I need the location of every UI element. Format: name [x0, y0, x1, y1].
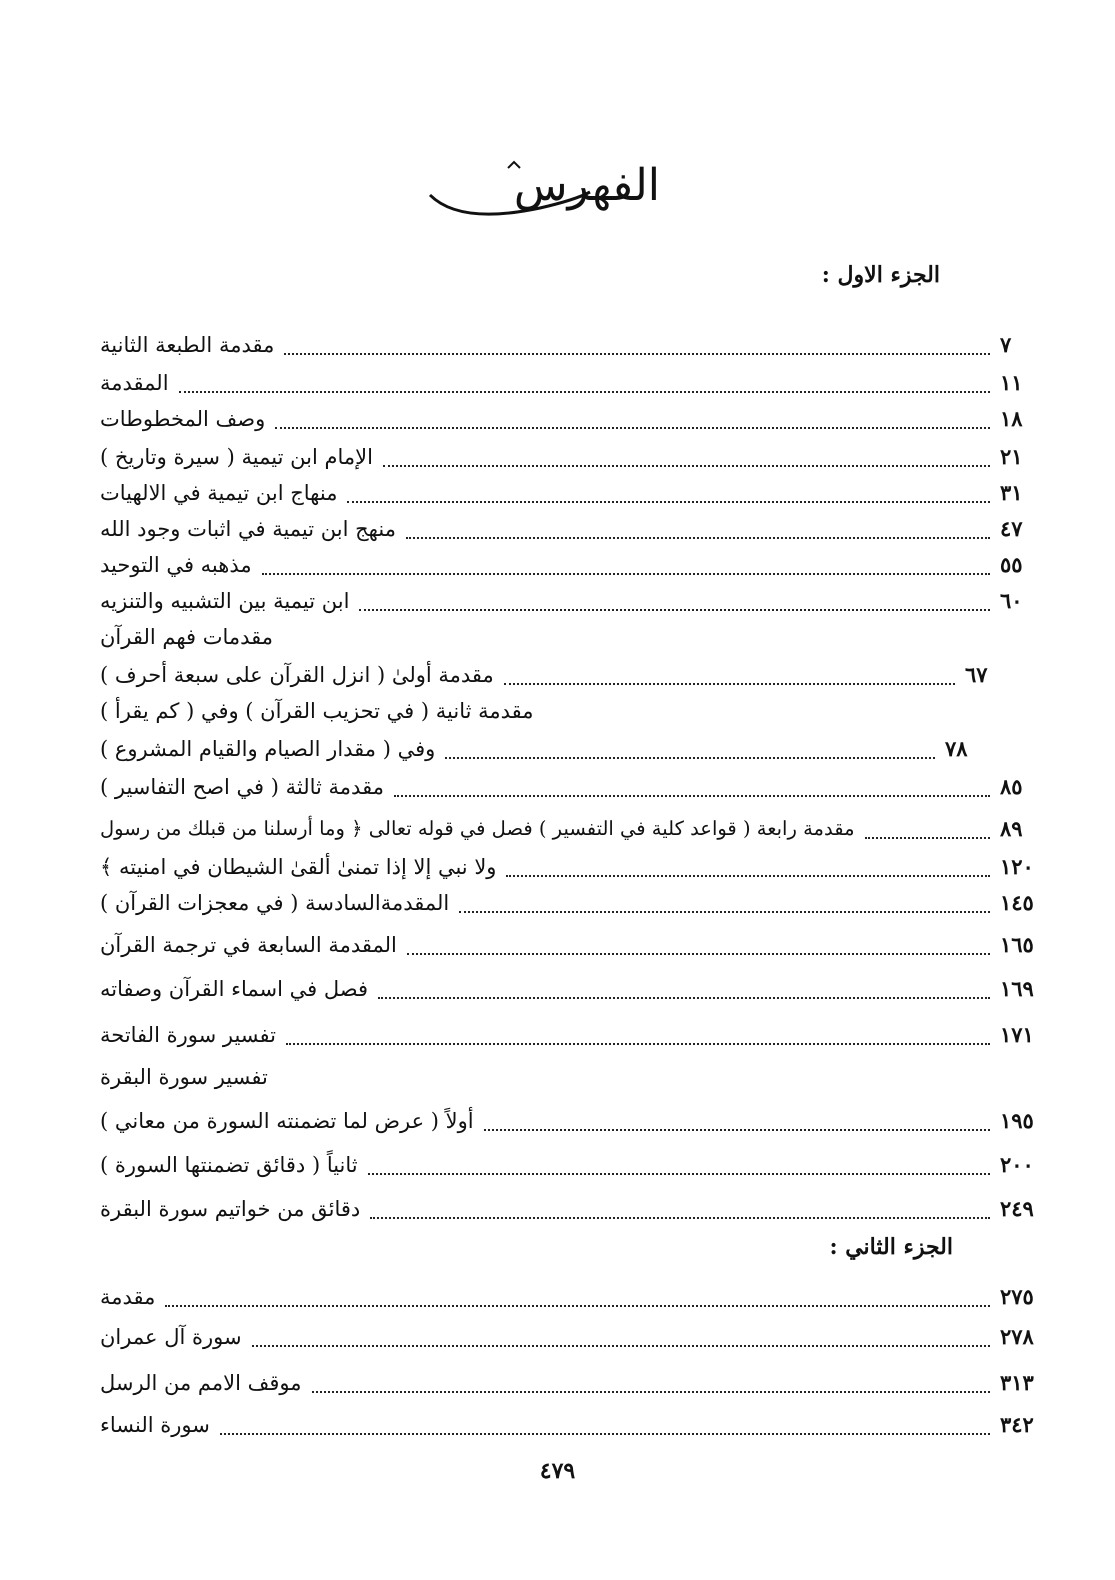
toc-entry-page: ١٦٥: [1000, 932, 1034, 957]
toc-entry-label: مقدمة الطبعة الثانية: [100, 333, 275, 357]
toc-entry-label: مقدمة أولىٰ ( انزل القرآن على سبعة أحرف ): [100, 663, 494, 687]
toc-entry-label: ابن تيمية بين التشبيه والتنزيه: [100, 589, 350, 613]
page-title: الفهرس: [513, 160, 660, 211]
toc-entry: [100, 1060, 1040, 1094]
toc-entry: [100, 972, 1040, 1006]
toc-entry: [100, 658, 1005, 692]
toc-entry-label: المقدمة: [100, 371, 169, 395]
toc-entry: [100, 1104, 1040, 1138]
toc-entry-page: ٣١: [1000, 480, 1023, 505]
toc-entry: [100, 1018, 1040, 1052]
toc-entry-page: ١٦٩: [1000, 976, 1034, 1001]
toc-entry: [100, 1408, 1040, 1442]
toc-dot-leader: [368, 1155, 990, 1175]
toc-dot-leader: [445, 739, 935, 759]
toc-entry-label: المقدمةالسادسة ( في معجزات القرآن ): [100, 891, 450, 915]
toc-entry-label: فصل في اسماء القرآن وصفاته: [100, 977, 369, 1001]
toc-dot-leader: [286, 1025, 990, 1045]
toc-entry-label: مقدمات فهم القرآن: [100, 625, 274, 649]
toc-entry-label: مذهبه في التوحيد: [100, 553, 252, 577]
toc-dot-leader: [865, 819, 990, 839]
toc-entry: [100, 1148, 1040, 1182]
toc-entry-label: مقدمة ثانية ( في تحزيب القرآن ) وفي ( كم يقرأ ): [100, 699, 534, 723]
toc-dot-leader: [220, 1415, 990, 1435]
toc-entry: [100, 928, 1040, 962]
toc-entry: [100, 1192, 1040, 1226]
toc-dot-leader: [394, 777, 990, 797]
part2-heading: الجزء الثاني :: [829, 1234, 953, 1260]
toc-entry-label: وفي ( مقدار الصيام والقيام المشروع ): [100, 737, 436, 761]
toc-entry: [100, 732, 985, 766]
page-number: ٤٧٩: [539, 1458, 576, 1484]
part1-heading: الجزء الاول :: [821, 262, 940, 288]
toc-dot-leader: [262, 555, 990, 575]
toc-entry-page: ٢٤٩: [1000, 1196, 1034, 1221]
toc-entry-page: ١١: [1000, 370, 1023, 395]
toc-dot-leader: [506, 857, 990, 877]
toc-entry-label: تفسير سورة الفاتحة: [100, 1023, 276, 1047]
toc-entry-page: ٦٧: [965, 662, 988, 687]
toc-entry-page: ٢٧٥: [1000, 1284, 1034, 1309]
toc-entry-label: مقدمة: [100, 1285, 156, 1309]
toc-entry-page: ٦٠: [1000, 588, 1023, 613]
title-block: [400, 150, 700, 250]
toc-dot-leader: [284, 335, 990, 355]
toc-entry: [100, 328, 1040, 362]
toc-entry: [100, 886, 1040, 920]
toc-dot-leader: [378, 979, 990, 999]
toc-entry-page: ٨٩: [1000, 816, 1023, 841]
toc-entry: [100, 694, 1005, 728]
toc-dot-leader: [275, 409, 990, 429]
toc-dot-leader: [165, 1287, 990, 1307]
toc-dot-leader: [252, 1327, 990, 1347]
toc-entry: [100, 1366, 1040, 1400]
toc-entry-page: ٣١٣: [1000, 1370, 1034, 1395]
toc-entry: [100, 548, 1040, 582]
toc-entry: [100, 584, 1040, 618]
toc-dot-leader: [484, 1111, 990, 1131]
toc-entry-label: تفسير سورة البقرة: [100, 1065, 268, 1089]
toc-entry: [100, 1320, 1040, 1354]
toc-dot-leader: [383, 447, 990, 467]
toc-entry: [100, 476, 1040, 510]
toc-entry-page: ١٩٥: [1000, 1108, 1034, 1133]
toc-entry-page: ٧: [1000, 332, 1012, 357]
toc-entry-label: منهج ابن تيمية في اثبات وجود الله: [100, 517, 396, 541]
toc-dot-leader: [504, 665, 955, 685]
toc-entry: [100, 850, 1040, 884]
toc-entry-page: ٢١: [1000, 444, 1023, 469]
toc-entry-page: ١٤٥: [1000, 890, 1034, 915]
toc-dot-leader: [179, 373, 990, 393]
toc-dot-leader: [407, 935, 990, 955]
toc-entry-label: سورة النساء: [100, 1413, 210, 1437]
toc-entry-page: ١٨: [1000, 406, 1023, 431]
toc-entry-page: ٧٨: [945, 736, 968, 761]
toc-dot-leader: [347, 483, 990, 503]
toc-entry-label: دقائق من خواتيم سورة البقرة: [100, 1197, 361, 1221]
toc-dot-leader: [459, 893, 990, 913]
toc-dot-leader: [370, 1199, 990, 1219]
toc-entry-label: ولا نبي إلا إذا تمنىٰ ألقىٰ الشيطان في امنيته ﴾: [100, 855, 497, 879]
toc-entry: [100, 366, 1040, 400]
toc-entry-page: ٥٥: [1000, 552, 1023, 577]
toc-entry-page: ٨٥: [1000, 774, 1023, 799]
toc-dot-leader: [312, 1373, 991, 1393]
toc-entry-label: المقدمة السابعة في ترجمة القرآن: [100, 933, 397, 957]
toc-entry-label: مقدمة ثالثة ( في اصح التفاسير ): [100, 775, 384, 799]
toc-entry-label: مقدمة رابعة ( قواعد كلية في التفسير ) فصل في قوله تعالى ﴿ وما أرسلنا من قبلك من رسول: [100, 817, 855, 840]
toc-entry-page: ٤٧: [1000, 516, 1023, 541]
toc-entry-page: ١٢٠: [1000, 854, 1034, 879]
toc-entry-label: ثانياً ( دقائق تضمنتها السورة ): [100, 1153, 358, 1177]
toc-entry-page: ٣٤٢: [1000, 1412, 1034, 1437]
toc-entry: [100, 812, 1040, 846]
toc-entry: [100, 440, 1040, 474]
toc-entry-label: منهاج ابن تيمية في الالهيات: [100, 481, 338, 505]
toc-entry-page: ٢٧٨: [1000, 1324, 1034, 1349]
toc-entry: [100, 402, 1040, 436]
toc-entry-label: وصف المخطوطات: [100, 407, 266, 431]
toc-entry-label: موقف الامم من الرسل: [100, 1371, 302, 1395]
toc-dot-leader: [359, 591, 990, 611]
toc-entry: [100, 512, 1040, 546]
toc-dot-leader: [406, 519, 990, 539]
toc-entry: [100, 770, 1040, 804]
toc-entry-page: ٢٠٠: [1000, 1152, 1034, 1177]
toc-entry: [100, 1280, 1040, 1314]
toc-entry-label: سورة آل عمران: [100, 1325, 242, 1349]
toc-entry: [100, 620, 1040, 654]
toc-entry-label: أولاً ( عرض لما تضمنته السورة من معاني ): [100, 1109, 474, 1133]
toc-entry-label: الإمام ابن تيمية ( سيرة وتاريخ ): [100, 445, 373, 469]
toc-entry-page: ١٧١: [1000, 1022, 1034, 1047]
